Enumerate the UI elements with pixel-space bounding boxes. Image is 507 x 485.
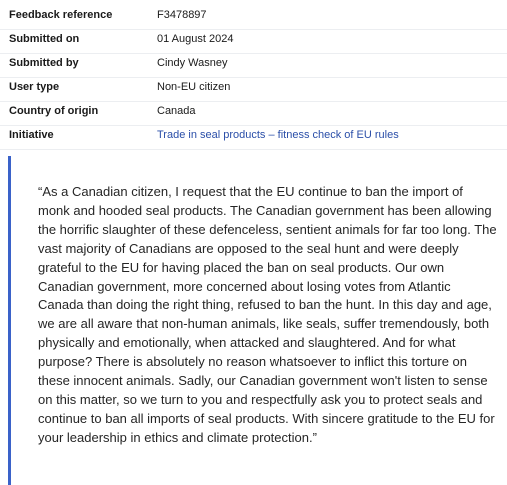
details-label: Submitted by: [9, 57, 79, 69]
details-row-submitted-by: [0, 53, 507, 78]
details-value: F3478897: [157, 9, 207, 21]
details-label: Submitted on: [9, 33, 80, 45]
details-label: User type: [9, 81, 60, 93]
details-row-user-type: [0, 77, 507, 102]
details-row-feedback-reference: [0, 5, 507, 30]
feedback-quote-block: [8, 156, 507, 485]
details-label: Feedback reference: [9, 9, 113, 21]
details-row-country-of-origin: [0, 101, 507, 126]
details-value: 01 August 2024: [157, 33, 234, 45]
initiative-link[interactable]: Trade in seal products – fitness check of EU rules: [157, 129, 399, 141]
details-value: Cindy Wasney: [157, 57, 228, 69]
details-row-initiative: [0, 125, 507, 150]
details-label: Country of origin: [9, 105, 99, 117]
feedback-text: “As a Canadian citizen, I request that the EU continue to ban the import of monk and hooded seal products. The Canadian government has been allowing the horrific slaughter of these defenceless, sentient animals for far too long. The vast majority of Canadians are opposed to the seal hunt and were deeply grateful to the EU for having placed the ban on seal products. Our own Canadian government, more concerned about losing votes from Atlantic Canada than doing the right thing, refused to ban the hunt. In this day and age, we are all aware that non-human animals, like seals, suffer tremendously, both physically and emotionally, when attacked and slaughtered. And for what purpose? There is absolutely no reason whatsoever to inflict this torture on these innocent animals. Sadly, our Canadian government won't listen to sense on this matter, so we turn to you and respectfully ask you to protect seals and continue to ban all imports of seal products. With sincere gratitude to the EU for your leadership in ethics and climate protection.”: [38, 184, 497, 445]
details-value: Non-EU citizen: [157, 81, 231, 93]
details-label: Initiative: [9, 129, 54, 141]
details-value: Canada: [157, 105, 196, 117]
details-row-submitted-on: [0, 29, 507, 54]
